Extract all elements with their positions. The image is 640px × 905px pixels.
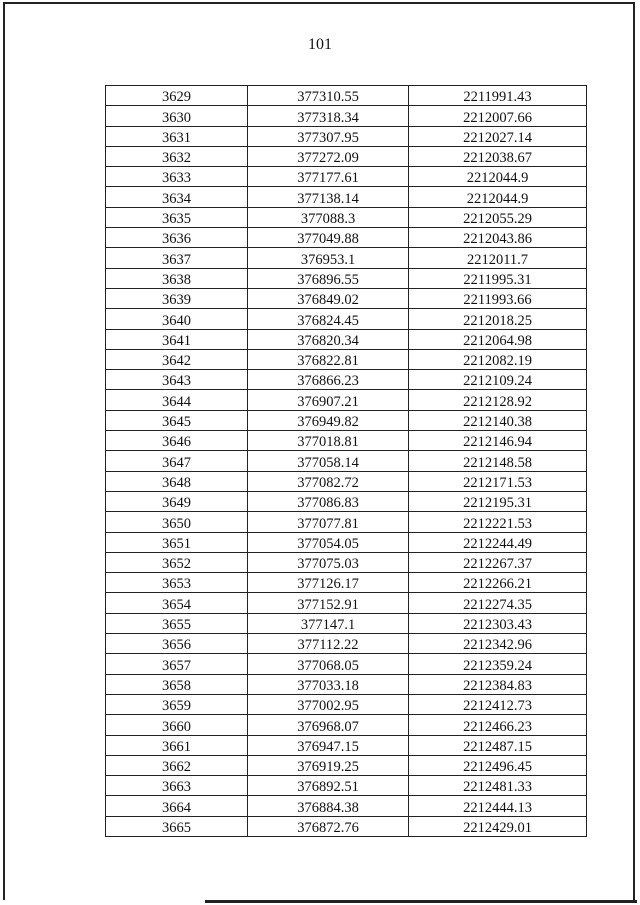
point-number-cell: 3630 <box>106 106 248 126</box>
point-number-cell: 3650 <box>106 512 248 532</box>
coordinates-table-body <box>106 86 587 837</box>
y-coordinate-cell: 2212038.67 <box>409 146 587 166</box>
y-coordinate-cell: 2212007.66 <box>409 106 587 126</box>
x-coordinate-cell: 377177.61 <box>248 167 409 187</box>
y-coordinate-cell: 2212496.45 <box>409 755 587 775</box>
point-number-cell: 3629 <box>106 86 248 106</box>
y-coordinate-cell: 2212011.7 <box>409 248 587 268</box>
y-coordinate-cell: 2212429.01 <box>409 816 587 836</box>
table-row <box>106 187 587 207</box>
x-coordinate-cell: 377088.3 <box>248 207 409 227</box>
x-coordinate-cell: 377310.55 <box>248 86 409 106</box>
x-coordinate-cell: 376896.55 <box>248 268 409 288</box>
point-number-cell: 3647 <box>106 451 248 471</box>
y-coordinate-cell: 2212412.73 <box>409 694 587 714</box>
point-number-cell: 3631 <box>106 126 248 146</box>
y-coordinate-cell: 2212195.31 <box>409 491 587 511</box>
table-row <box>106 268 587 288</box>
x-coordinate-cell: 377054.05 <box>248 532 409 552</box>
point-number-cell: 3652 <box>106 552 248 572</box>
table-row <box>106 329 587 349</box>
table-row <box>106 167 587 187</box>
point-number-cell: 3664 <box>106 796 248 816</box>
y-coordinate-cell: 2212109.24 <box>409 370 587 390</box>
table-row <box>106 451 587 471</box>
y-coordinate-cell: 2212267.37 <box>409 552 587 572</box>
x-coordinate-cell: 376892.51 <box>248 776 409 796</box>
page-number: 101 <box>308 36 332 53</box>
scan-bottom-edge <box>205 900 637 903</box>
y-coordinate-cell: 2211995.31 <box>409 268 587 288</box>
table-row <box>106 288 587 308</box>
x-coordinate-cell: 377086.83 <box>248 491 409 511</box>
point-number-cell: 3633 <box>106 167 248 187</box>
table-row <box>106 207 587 227</box>
table-row <box>106 715 587 735</box>
x-coordinate-cell: 376907.21 <box>248 390 409 410</box>
y-coordinate-cell: 2212128.92 <box>409 390 587 410</box>
y-coordinate-cell: 2212342.96 <box>409 634 587 654</box>
point-number-cell: 3646 <box>106 431 248 451</box>
y-coordinate-cell: 2212043.86 <box>409 228 587 248</box>
table-row <box>106 228 587 248</box>
x-coordinate-cell: 377058.14 <box>248 451 409 471</box>
coordinates-table <box>105 85 587 837</box>
y-coordinate-cell: 2212266.21 <box>409 573 587 593</box>
table-row <box>106 248 587 268</box>
point-number-cell: 3637 <box>106 248 248 268</box>
x-coordinate-cell: 377033.18 <box>248 674 409 694</box>
y-coordinate-cell: 2212148.58 <box>409 451 587 471</box>
table-row <box>106 634 587 654</box>
table-row <box>106 735 587 755</box>
y-coordinate-cell: 2212140.38 <box>409 410 587 430</box>
x-coordinate-cell: 377112.22 <box>248 634 409 654</box>
point-number-cell: 3634 <box>106 187 248 207</box>
x-coordinate-cell: 376884.38 <box>248 796 409 816</box>
point-number-cell: 3632 <box>106 146 248 166</box>
x-coordinate-cell: 377147.1 <box>248 613 409 633</box>
table-row <box>106 573 587 593</box>
y-coordinate-cell: 2212064.98 <box>409 329 587 349</box>
x-coordinate-cell: 376820.34 <box>248 329 409 349</box>
x-coordinate-cell: 376949.82 <box>248 410 409 430</box>
y-coordinate-cell: 2211991.43 <box>409 86 587 106</box>
x-coordinate-cell: 376822.81 <box>248 349 409 369</box>
y-coordinate-cell: 2212274.35 <box>409 593 587 613</box>
y-coordinate-cell: 2212044.9 <box>409 167 587 187</box>
y-coordinate-cell: 2212027.14 <box>409 126 587 146</box>
x-coordinate-cell: 377272.09 <box>248 146 409 166</box>
table-row <box>106 106 587 126</box>
x-coordinate-cell: 377049.88 <box>248 228 409 248</box>
table-row <box>106 532 587 552</box>
y-coordinate-cell: 2212384.83 <box>409 674 587 694</box>
point-number-cell: 3645 <box>106 410 248 430</box>
x-coordinate-cell: 377077.81 <box>248 512 409 532</box>
y-coordinate-cell: 2212303.43 <box>409 613 587 633</box>
x-coordinate-cell: 377018.81 <box>248 431 409 451</box>
table-row <box>106 674 587 694</box>
table-row <box>106 776 587 796</box>
y-coordinate-cell: 2211993.66 <box>409 288 587 308</box>
point-number-cell: 3661 <box>106 735 248 755</box>
point-number-cell: 3656 <box>106 634 248 654</box>
table-row <box>106 613 587 633</box>
y-coordinate-cell: 2212044.9 <box>409 187 587 207</box>
x-coordinate-cell: 376947.15 <box>248 735 409 755</box>
y-coordinate-cell: 2212082.19 <box>409 349 587 369</box>
x-coordinate-cell: 376866.23 <box>248 370 409 390</box>
y-coordinate-cell: 2212146.94 <box>409 431 587 451</box>
point-number-cell: 3635 <box>106 207 248 227</box>
y-coordinate-cell: 2212055.29 <box>409 207 587 227</box>
y-coordinate-cell: 2212487.15 <box>409 735 587 755</box>
table-row <box>106 349 587 369</box>
y-coordinate-cell: 2212466.23 <box>409 715 587 735</box>
point-number-cell: 3642 <box>106 349 248 369</box>
table-row <box>106 146 587 166</box>
point-number-cell: 3651 <box>106 532 248 552</box>
y-coordinate-cell: 2212481.33 <box>409 776 587 796</box>
table-row <box>106 390 587 410</box>
table-row <box>106 126 587 146</box>
point-number-cell: 3658 <box>106 674 248 694</box>
point-number-cell: 3638 <box>106 268 248 288</box>
x-coordinate-cell: 377082.72 <box>248 471 409 491</box>
point-number-cell: 3665 <box>106 816 248 836</box>
table-row <box>106 491 587 511</box>
x-coordinate-cell: 377307.95 <box>248 126 409 146</box>
point-number-cell: 3643 <box>106 370 248 390</box>
x-coordinate-cell: 377318.34 <box>248 106 409 126</box>
x-coordinate-cell: 376849.02 <box>248 288 409 308</box>
table-row <box>106 512 587 532</box>
point-number-cell: 3659 <box>106 694 248 714</box>
point-number-cell: 3640 <box>106 309 248 329</box>
x-coordinate-cell: 376824.45 <box>248 309 409 329</box>
point-number-cell: 3654 <box>106 593 248 613</box>
table-row <box>106 552 587 572</box>
table-row <box>106 654 587 674</box>
table-row <box>106 755 587 775</box>
y-coordinate-cell: 2212018.25 <box>409 309 587 329</box>
point-number-cell: 3639 <box>106 288 248 308</box>
x-coordinate-cell: 377068.05 <box>248 654 409 674</box>
table-row <box>106 86 587 106</box>
table-row <box>106 796 587 816</box>
x-coordinate-cell: 377138.14 <box>248 187 409 207</box>
point-number-cell: 3663 <box>106 776 248 796</box>
point-number-cell: 3644 <box>106 390 248 410</box>
x-coordinate-cell: 376953.1 <box>248 248 409 268</box>
table-row <box>106 593 587 613</box>
x-coordinate-cell: 376919.25 <box>248 755 409 775</box>
table-row <box>106 816 587 836</box>
point-number-cell: 3648 <box>106 471 248 491</box>
point-number-cell: 3641 <box>106 329 248 349</box>
x-coordinate-cell: 376872.76 <box>248 816 409 836</box>
x-coordinate-cell: 376968.07 <box>248 715 409 735</box>
table-row <box>106 410 587 430</box>
y-coordinate-cell: 2212221.53 <box>409 512 587 532</box>
x-coordinate-cell: 377126.17 <box>248 573 409 593</box>
x-coordinate-cell: 377002.95 <box>248 694 409 714</box>
table-row <box>106 431 587 451</box>
table-row <box>106 370 587 390</box>
y-coordinate-cell: 2212244.49 <box>409 532 587 552</box>
point-number-cell: 3657 <box>106 654 248 674</box>
point-number-cell: 3660 <box>106 715 248 735</box>
y-coordinate-cell: 2212359.24 <box>409 654 587 674</box>
table-row <box>106 694 587 714</box>
table-row <box>106 309 587 329</box>
point-number-cell: 3636 <box>106 228 248 248</box>
x-coordinate-cell: 377152.91 <box>248 593 409 613</box>
point-number-cell: 3662 <box>106 755 248 775</box>
point-number-cell: 3655 <box>106 613 248 633</box>
point-number-cell: 3653 <box>106 573 248 593</box>
y-coordinate-cell: 2212444.13 <box>409 796 587 816</box>
x-coordinate-cell: 377075.03 <box>248 552 409 572</box>
point-number-cell: 3649 <box>106 491 248 511</box>
y-coordinate-cell: 2212171.53 <box>409 471 587 491</box>
table-row <box>106 471 587 491</box>
